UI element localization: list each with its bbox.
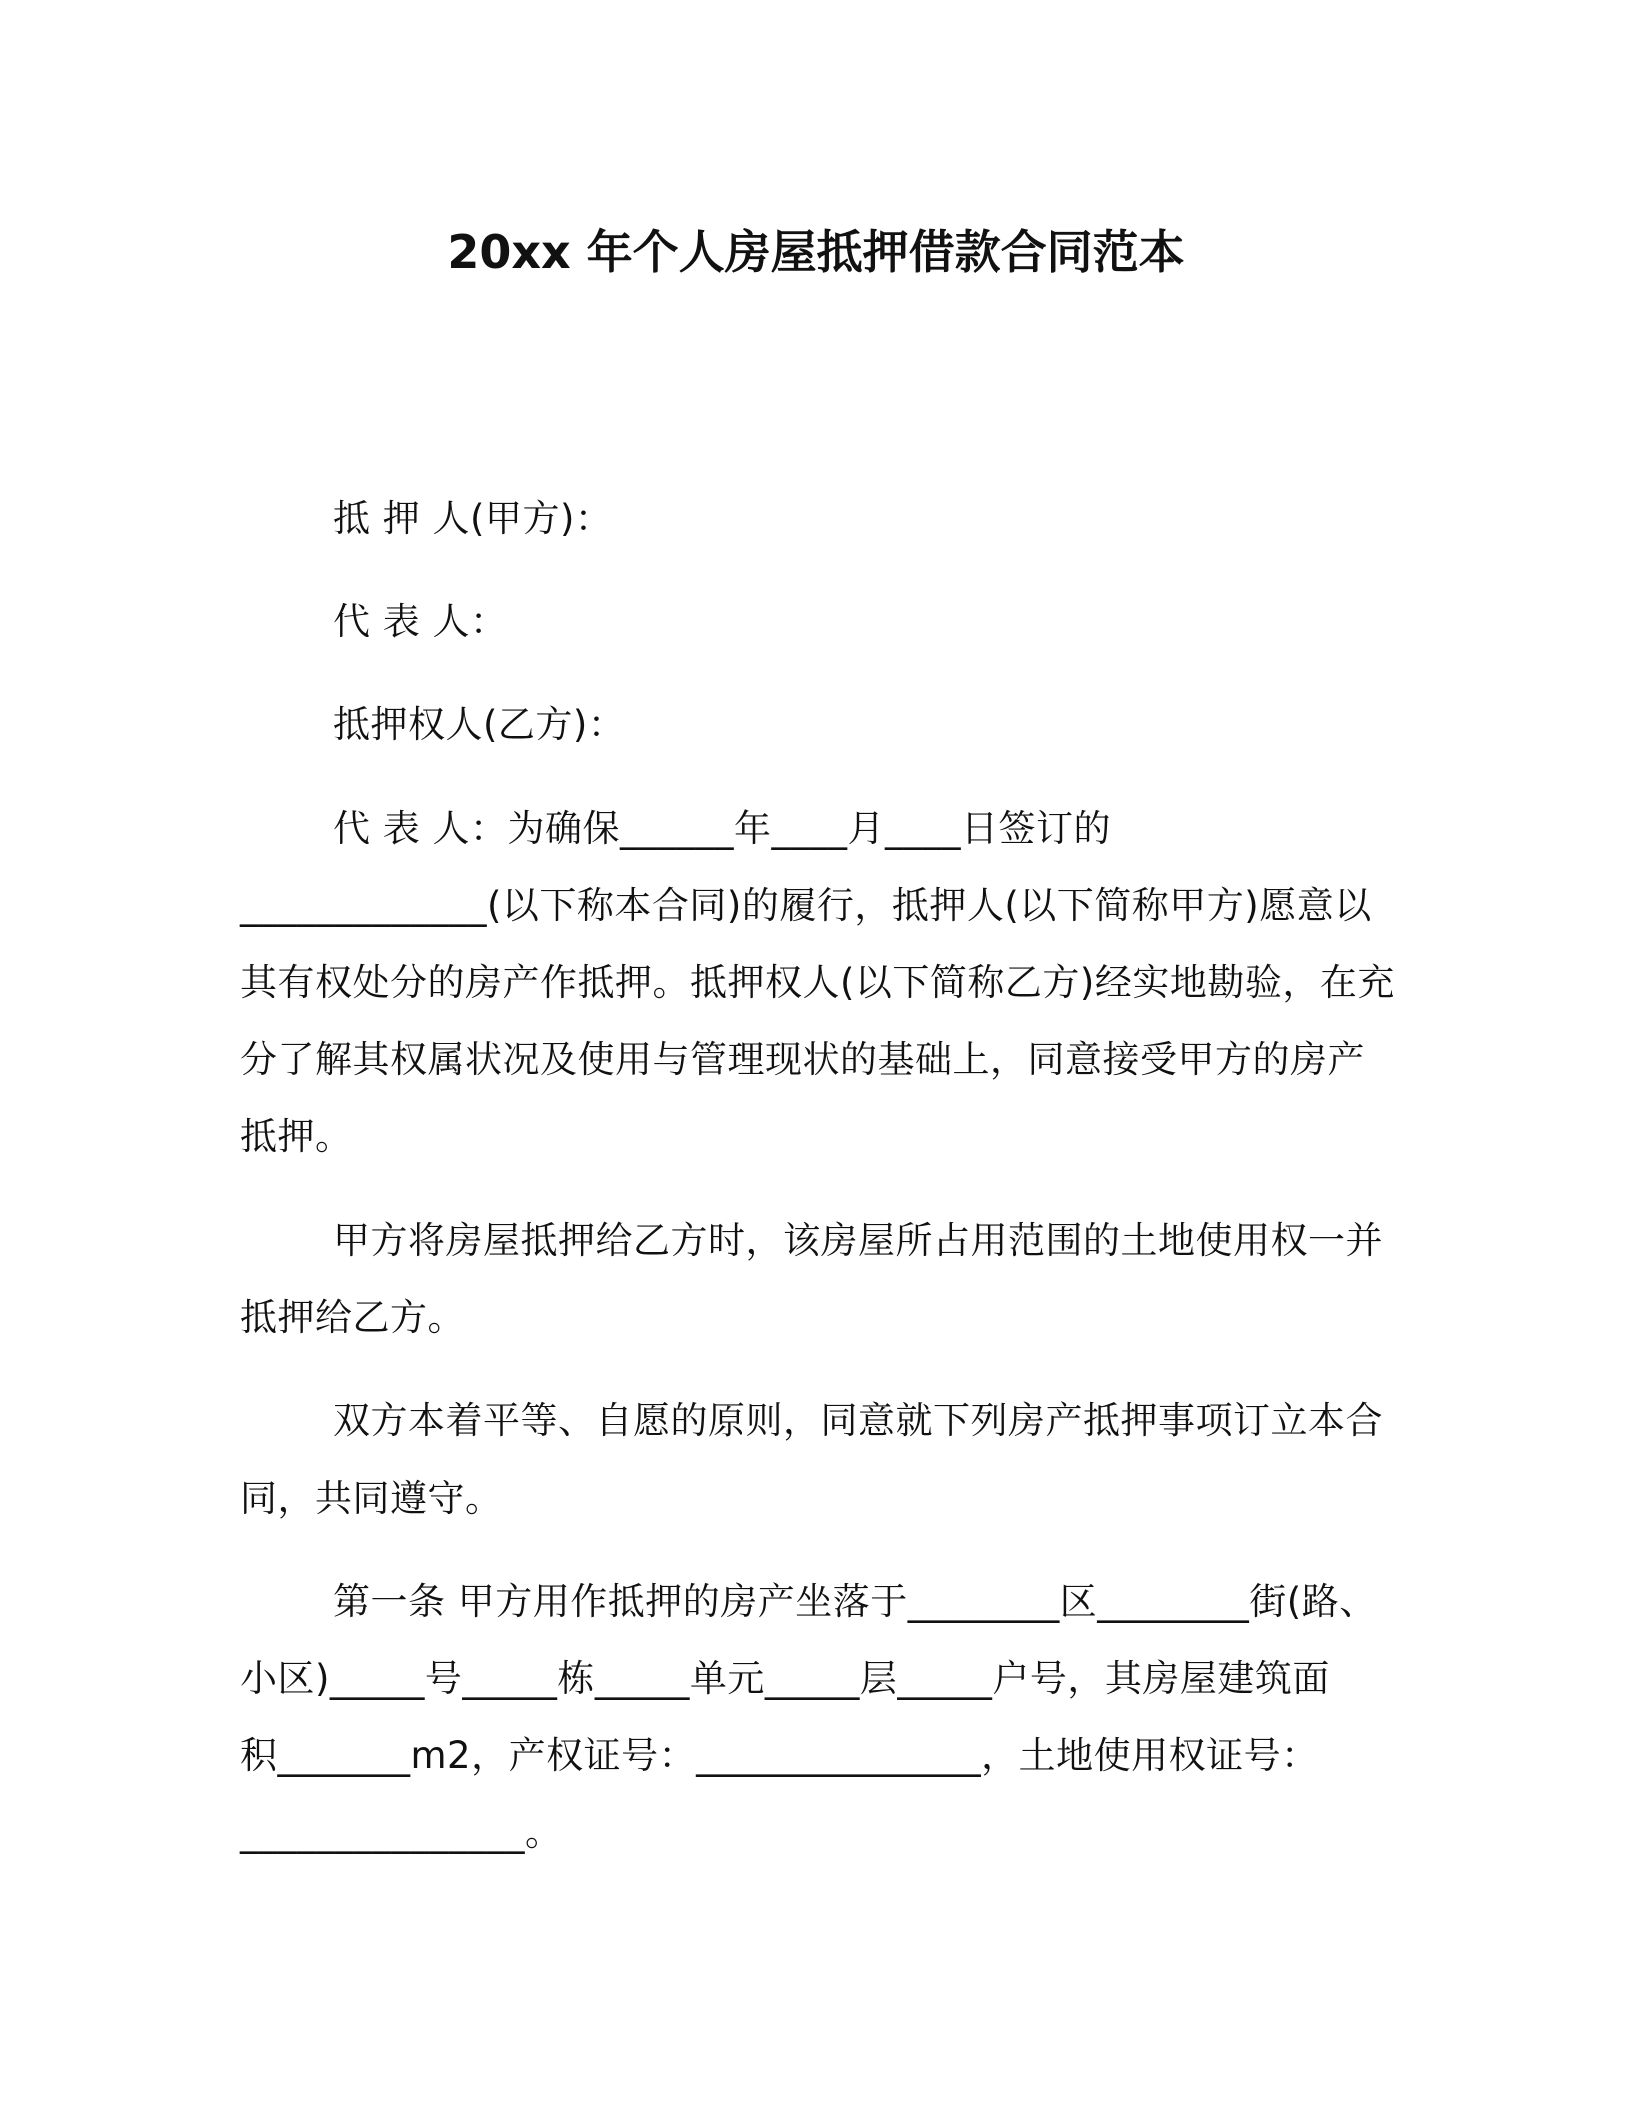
document-title: 20xx 年个人房屋抵押借款合同范本 — [447, 225, 1185, 279]
paragraph-line: 其有权处分的房产作抵押。抵押权人(以下简称乙方)经实地勘验，在充 — [240, 961, 1395, 1004]
paragraph-line: _____________(以下称本合同)的履行，抵押人(以下简称甲方)愿意以 — [240, 884, 1372, 927]
paragraph-line: 甲方将房屋抵押给乙方时，该房屋所占用范围的土地使用权一并 — [333, 1219, 1383, 1262]
mortgagee-line: 抵押权人(乙方)： — [333, 703, 626, 746]
paragraph-line: 抵押给乙方。 — [240, 1296, 465, 1339]
paragraph-line: 代 表 人：为确保______年____月____日签订的 — [333, 807, 1112, 850]
mortgagor-line: 抵 押 人(甲方)： — [333, 497, 613, 540]
paragraph-line: 抵押。 — [240, 1115, 353, 1158]
paragraph-line: 同，共同遵守。 — [240, 1477, 503, 1520]
paragraph-line: 分了解其权属状况及使用与管理现状的基础上，同意接受甲方的房产 — [240, 1038, 1365, 1081]
article-one-line: 第一条 甲方用作抵押的房产坐落于________区________街(路、 — [333, 1580, 1377, 1623]
article-one-line: 积_______m2，产权证号：_______________，土地使用权证号： — [240, 1734, 1319, 1777]
paragraph-line: 双方本着平等、自愿的原则，同意就下列房产抵押事项订立本合 — [333, 1399, 1383, 1442]
article-one-line: 小区)_____号_____栋_____单元_____层_____户号，其房屋建筑面 — [240, 1657, 1330, 1700]
article-one-line: _______________。 — [240, 1811, 563, 1854]
mortgagor-representative-line: 代 表 人： — [333, 600, 508, 643]
